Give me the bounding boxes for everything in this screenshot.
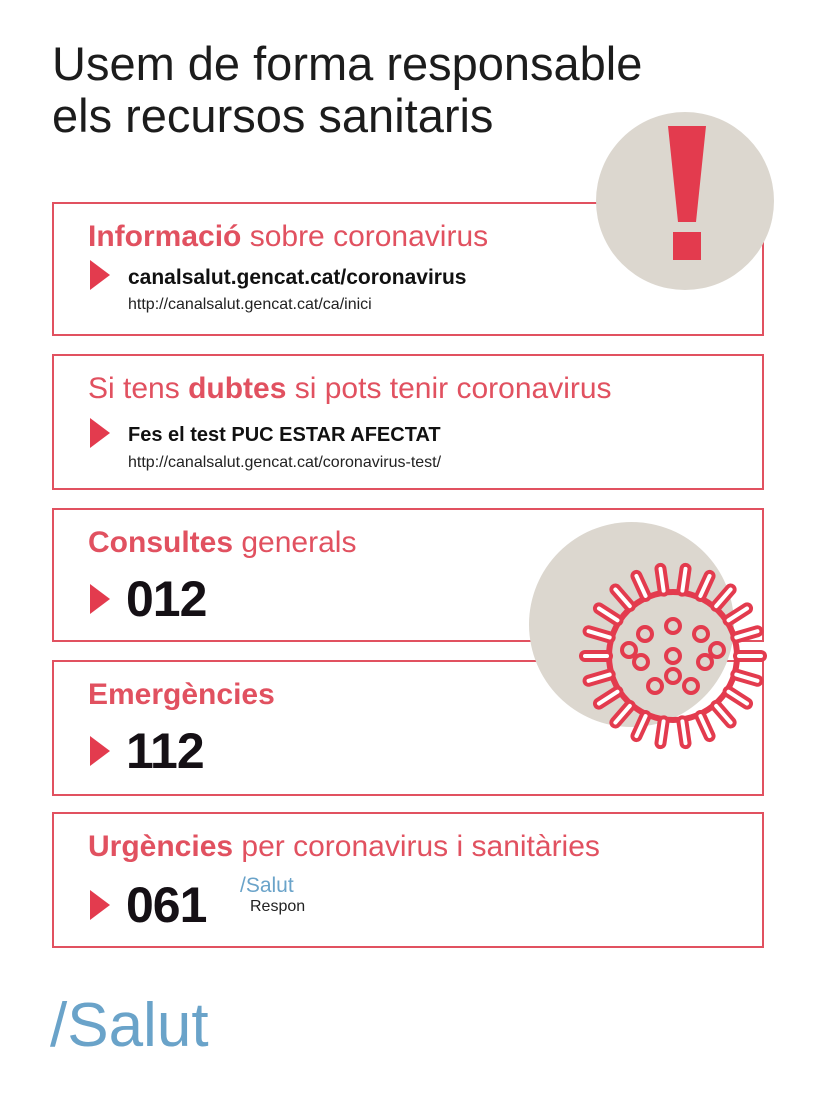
doubts-test: Fes el test PUC ESTAR AFECTAT [128,424,441,446]
doubts-box [52,354,764,490]
info-heading: Informació sobre coronavirus [88,220,489,253]
general-number[interactable]: 012 [126,571,207,627]
emergencies-heading: Emergències [88,678,275,711]
urgent-heading: Urgències per coronavirus i sanitàries [88,830,600,863]
exclamation-icon [652,126,722,266]
play-arrow-icon [90,260,110,290]
title-line-2: els recursos sanitaris [52,89,494,142]
respon-label: Respon [250,898,306,915]
info-url[interactable]: http://canalsalut.gencat.cat/ca/inici [128,296,372,313]
play-arrow-icon [90,584,110,614]
emergencies-number[interactable]: 112 [126,723,204,779]
info-link[interactable]: canalsalut.gencat.cat/coronavirus [128,266,467,289]
play-arrow-icon [90,418,110,448]
title-line-1: Usem de forma responsable [52,37,643,90]
urgent-number[interactable]: 061 [126,877,207,933]
urgent-box [52,812,764,948]
coronavirus-icon [570,553,776,759]
doubts-heading: Si tens dubtes si pots tenir coronavirus [88,372,612,405]
salut-logo: /Salut [50,991,209,1060]
play-arrow-icon [90,736,110,766]
salut-respon-brand: /Salut [240,874,294,897]
doubts-url[interactable]: http://canalsalut.gencat.cat/coronavirus-test/ [128,454,442,471]
general-heading: Consultes generals [88,526,357,559]
play-arrow-icon [90,890,110,920]
